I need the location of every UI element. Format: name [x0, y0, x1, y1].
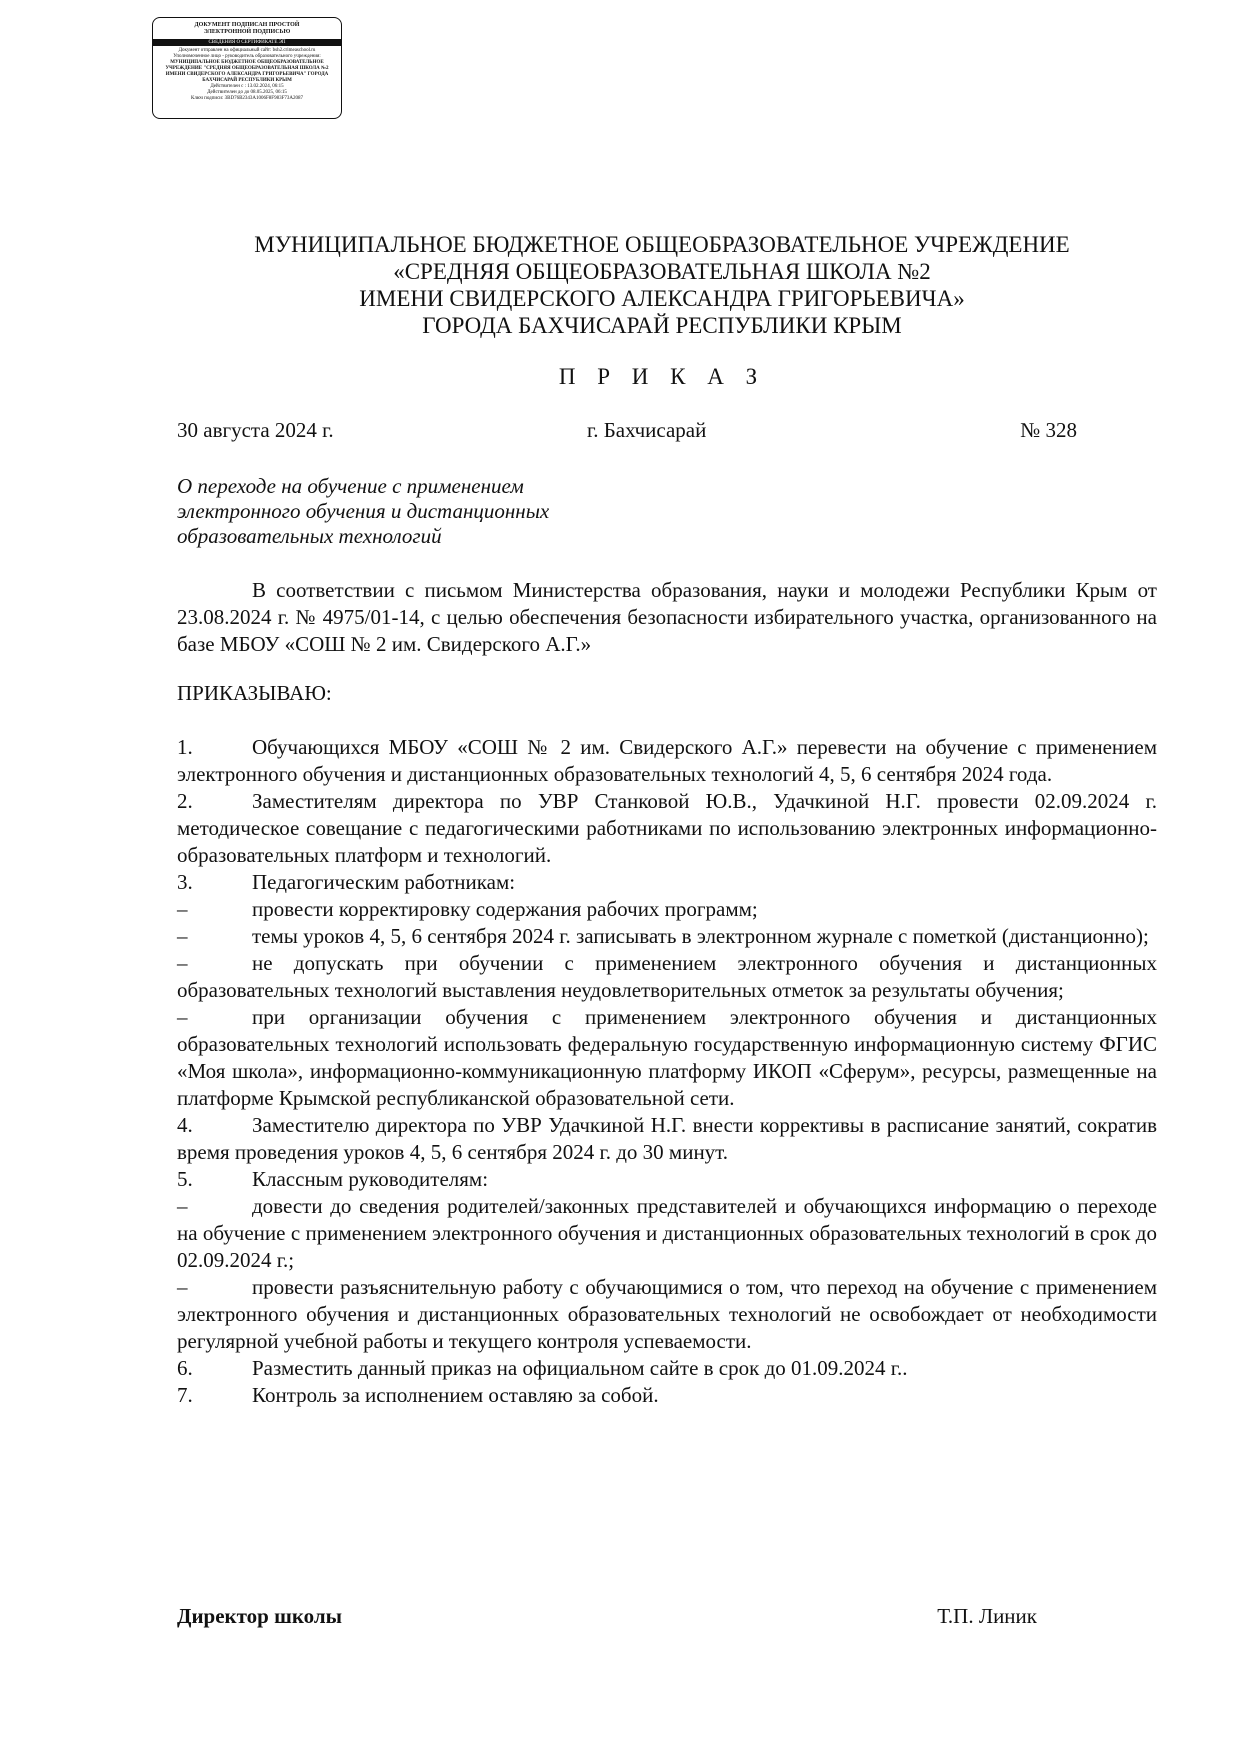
- order-item: [177, 1355, 1157, 1382]
- item-text: довести до сведения родителей/законных представителей и обучающихся информацию о переходе на обучение с применением электронного обучения и дистанционных образовательных технологий в срок до 02.09.2024 г.;: [177, 1194, 1157, 1272]
- item-number: 2.: [177, 789, 193, 813]
- stamp-key: Ключ подписи: 3BD76B2343A1006F8F983F73A2087: [191, 96, 303, 101]
- stamp-owner: МУНИЦИПАЛЬНОЕ БЮДЖЕТНОЕ ОБЩЕОБРАЗОВАТЕЛЬНОЕ УЧРЕЖДЕНИЕ "СРЕДНЯЯ ОБЩЕОБРАЗОВАТЕЛЬНАЯ ШКОЛА №2 ИМЕНИ СВИДЕРСКОГО АЛЕКСАНДРА ГРИГОРЬЕВИЧА" ГОРОДА БАХЧИСАРАЙ РЕСПУБЛИКИ КРЫМ: [165, 60, 329, 83]
- header-line: МУНИЦИПАЛЬНОЕ БЮДЖЕТНОЕ ОБЩЕОБРАЗОВАТЕЛЬНОЕ УЧРЕЖДЕНИЕ: [254, 232, 1070, 257]
- item-dash: –: [177, 924, 188, 948]
- item-number: 7.: [177, 1383, 193, 1407]
- stamp-certificate-bar: СВЕДЕНИЯ О СЕРТИФИКАТЕ ЭП: [153, 39, 341, 46]
- item-number: 3.: [177, 870, 193, 894]
- item-text: Контроль за исполнением оставляю за собой.: [252, 1383, 659, 1407]
- subject-line: электронного обучения и дистанционных: [177, 499, 550, 523]
- header-line: ГОРОДА БАХЧИСАРАЙ РЕСПУБЛИКИ КРЫМ: [422, 313, 902, 338]
- stamp-valid-to: Действителен до до 08.05.2025, 06:15: [207, 90, 287, 95]
- signature-block: [177, 1604, 1037, 1632]
- item-text: Заместителям директора по УВР Станковой Ю.В., Удачкиной Н.Г. провести 02.09.2024 г. методическое совещание с педагогическими работниками по использованию электронных информационно-образовательных платформ и технологий.: [177, 789, 1157, 867]
- order-number: № 328: [1020, 418, 1077, 442]
- stamp-title-line: ЭЛЕКТРОННОЙ ПОДПИСЬЮ: [203, 29, 291, 35]
- item-dash: –: [177, 897, 188, 921]
- order-date: 30 августа 2024 г.: [177, 418, 334, 442]
- item-text: Классным руководителям:: [252, 1167, 489, 1191]
- preamble-paragraph: В соответствии с письмом Министерства образования, науки и молодежи Республики Крым от 23.08.2024 г. № 4975/01-14, с целью обеспечения безопасности избирательного участка, организованного на базе МБОУ «СОШ № 2 им. Свидерского А.Г.»: [177, 578, 1157, 656]
- order-item: [177, 1166, 1157, 1193]
- item-text: Заместителю директора по УВР Удачкиной Н.Г. внести коррективы в расписание занятий, сократив время проведения уроков 4, 5, 6 сентября 2024 г. до 30 минут.: [177, 1113, 1157, 1164]
- stamp-title: [158, 22, 336, 36]
- item-text: провести корректировку содержания рабочих программ;: [252, 897, 758, 921]
- item-dash: –: [177, 951, 188, 975]
- institution-header: [150, 231, 1174, 339]
- order-subitem: [177, 896, 1157, 923]
- item-text: провести разъяснительную работу с обучающимися о том, что переход на обучение с применением электронного обучения и дистанционных образовательных технологий не освобождает от необходимости регулярной учебной работы и текущего контроля успеваемости.: [177, 1275, 1157, 1353]
- order-subitem: [177, 1193, 1157, 1274]
- stamp-site-line: Документ отправлен на официальный сайт: bsh2.crimeaschool.ru: [178, 48, 316, 53]
- stamp-authority-line: Уполномоченное лицо - руководитель образовательного учреждения:: [173, 54, 321, 59]
- order-meta: [177, 418, 1097, 446]
- stamp-valid-from: Действителен с : 13.02.2024, 06:15: [210, 84, 284, 89]
- order-item: [177, 1112, 1157, 1166]
- orders-heading: ПРИКАЗЫВАЮ:: [177, 681, 332, 705]
- item-text: при организации обучения с применением электронного обучения и дистанционных образовательных технологий использовать федеральную государственную информационную систему ФГИС «Моя школа», информационно-коммуникационную платформу ИКОП «Сферум», ресурсы, размещенные на платформе Крымской республиканской образовательной сети.: [177, 1005, 1157, 1110]
- item-number: 6.: [177, 1356, 193, 1380]
- item-number: 5.: [177, 1167, 193, 1191]
- item-number: 4.: [177, 1113, 193, 1137]
- item-text: Разместить данный приказ на официальном сайте в срок до 01.09.2024 г..: [252, 1356, 908, 1380]
- order-subitem: [177, 950, 1157, 1004]
- header-line: ИМЕНИ СВИДЕРСКОГО АЛЕКСАНДРА ГРИГОРЬЕВИЧА»: [359, 286, 965, 311]
- order-subject: [177, 474, 549, 549]
- subject-line: О переходе на обучение с применением: [177, 474, 524, 498]
- order-city: г. Бахчисарай: [587, 418, 707, 442]
- order-subitem: [177, 1004, 1157, 1112]
- order-body: [177, 577, 1157, 1409]
- header-line: «СРЕДНЯЯ ОБЩЕОБРАЗОВАТЕЛЬНАЯ ШКОЛА №2: [393, 259, 931, 284]
- item-dash: –: [177, 1194, 188, 1218]
- subject-line: образовательных технологий: [177, 524, 442, 548]
- item-number: 1.: [177, 735, 193, 759]
- signatory-name: Т.П. Линик: [937, 1604, 1037, 1628]
- signature-stamp: [152, 17, 342, 119]
- order-item: [177, 1382, 1157, 1409]
- order-title: П Р И К А З: [558, 364, 766, 389]
- order-item: [177, 788, 1157, 869]
- item-dash: –: [177, 1005, 188, 1029]
- item-text: не допускать при обучении с применением электронного обучения и дистанционных образовательных технологий выставления неудовлетворительных отметок за результаты обучения;: [177, 951, 1157, 1002]
- item-text: темы уроков 4, 5, 6 сентября 2024 г. записывать в электронном журнале с пометкой (дистанционно);: [252, 924, 1149, 948]
- item-text: Обучающихся МБОУ «СОШ № 2 им. Свидерского А.Г.» перевести на обучение с применением электронного обучения и дистанционных образовательных технологий 4, 5, 6 сентября 2024 года.: [177, 735, 1157, 786]
- item-text: Педагогическим работникам:: [252, 870, 516, 894]
- order-subitem: [177, 923, 1157, 950]
- stamp-title-line: ДОКУМЕНТ ПОДПИСАН ПРОСТОЙ: [194, 22, 300, 28]
- item-dash: –: [177, 1275, 188, 1299]
- order-item: [177, 869, 1157, 896]
- order-item: [177, 734, 1157, 788]
- signatory-role: Директор школы: [177, 1604, 343, 1628]
- order-subitem: [177, 1274, 1157, 1355]
